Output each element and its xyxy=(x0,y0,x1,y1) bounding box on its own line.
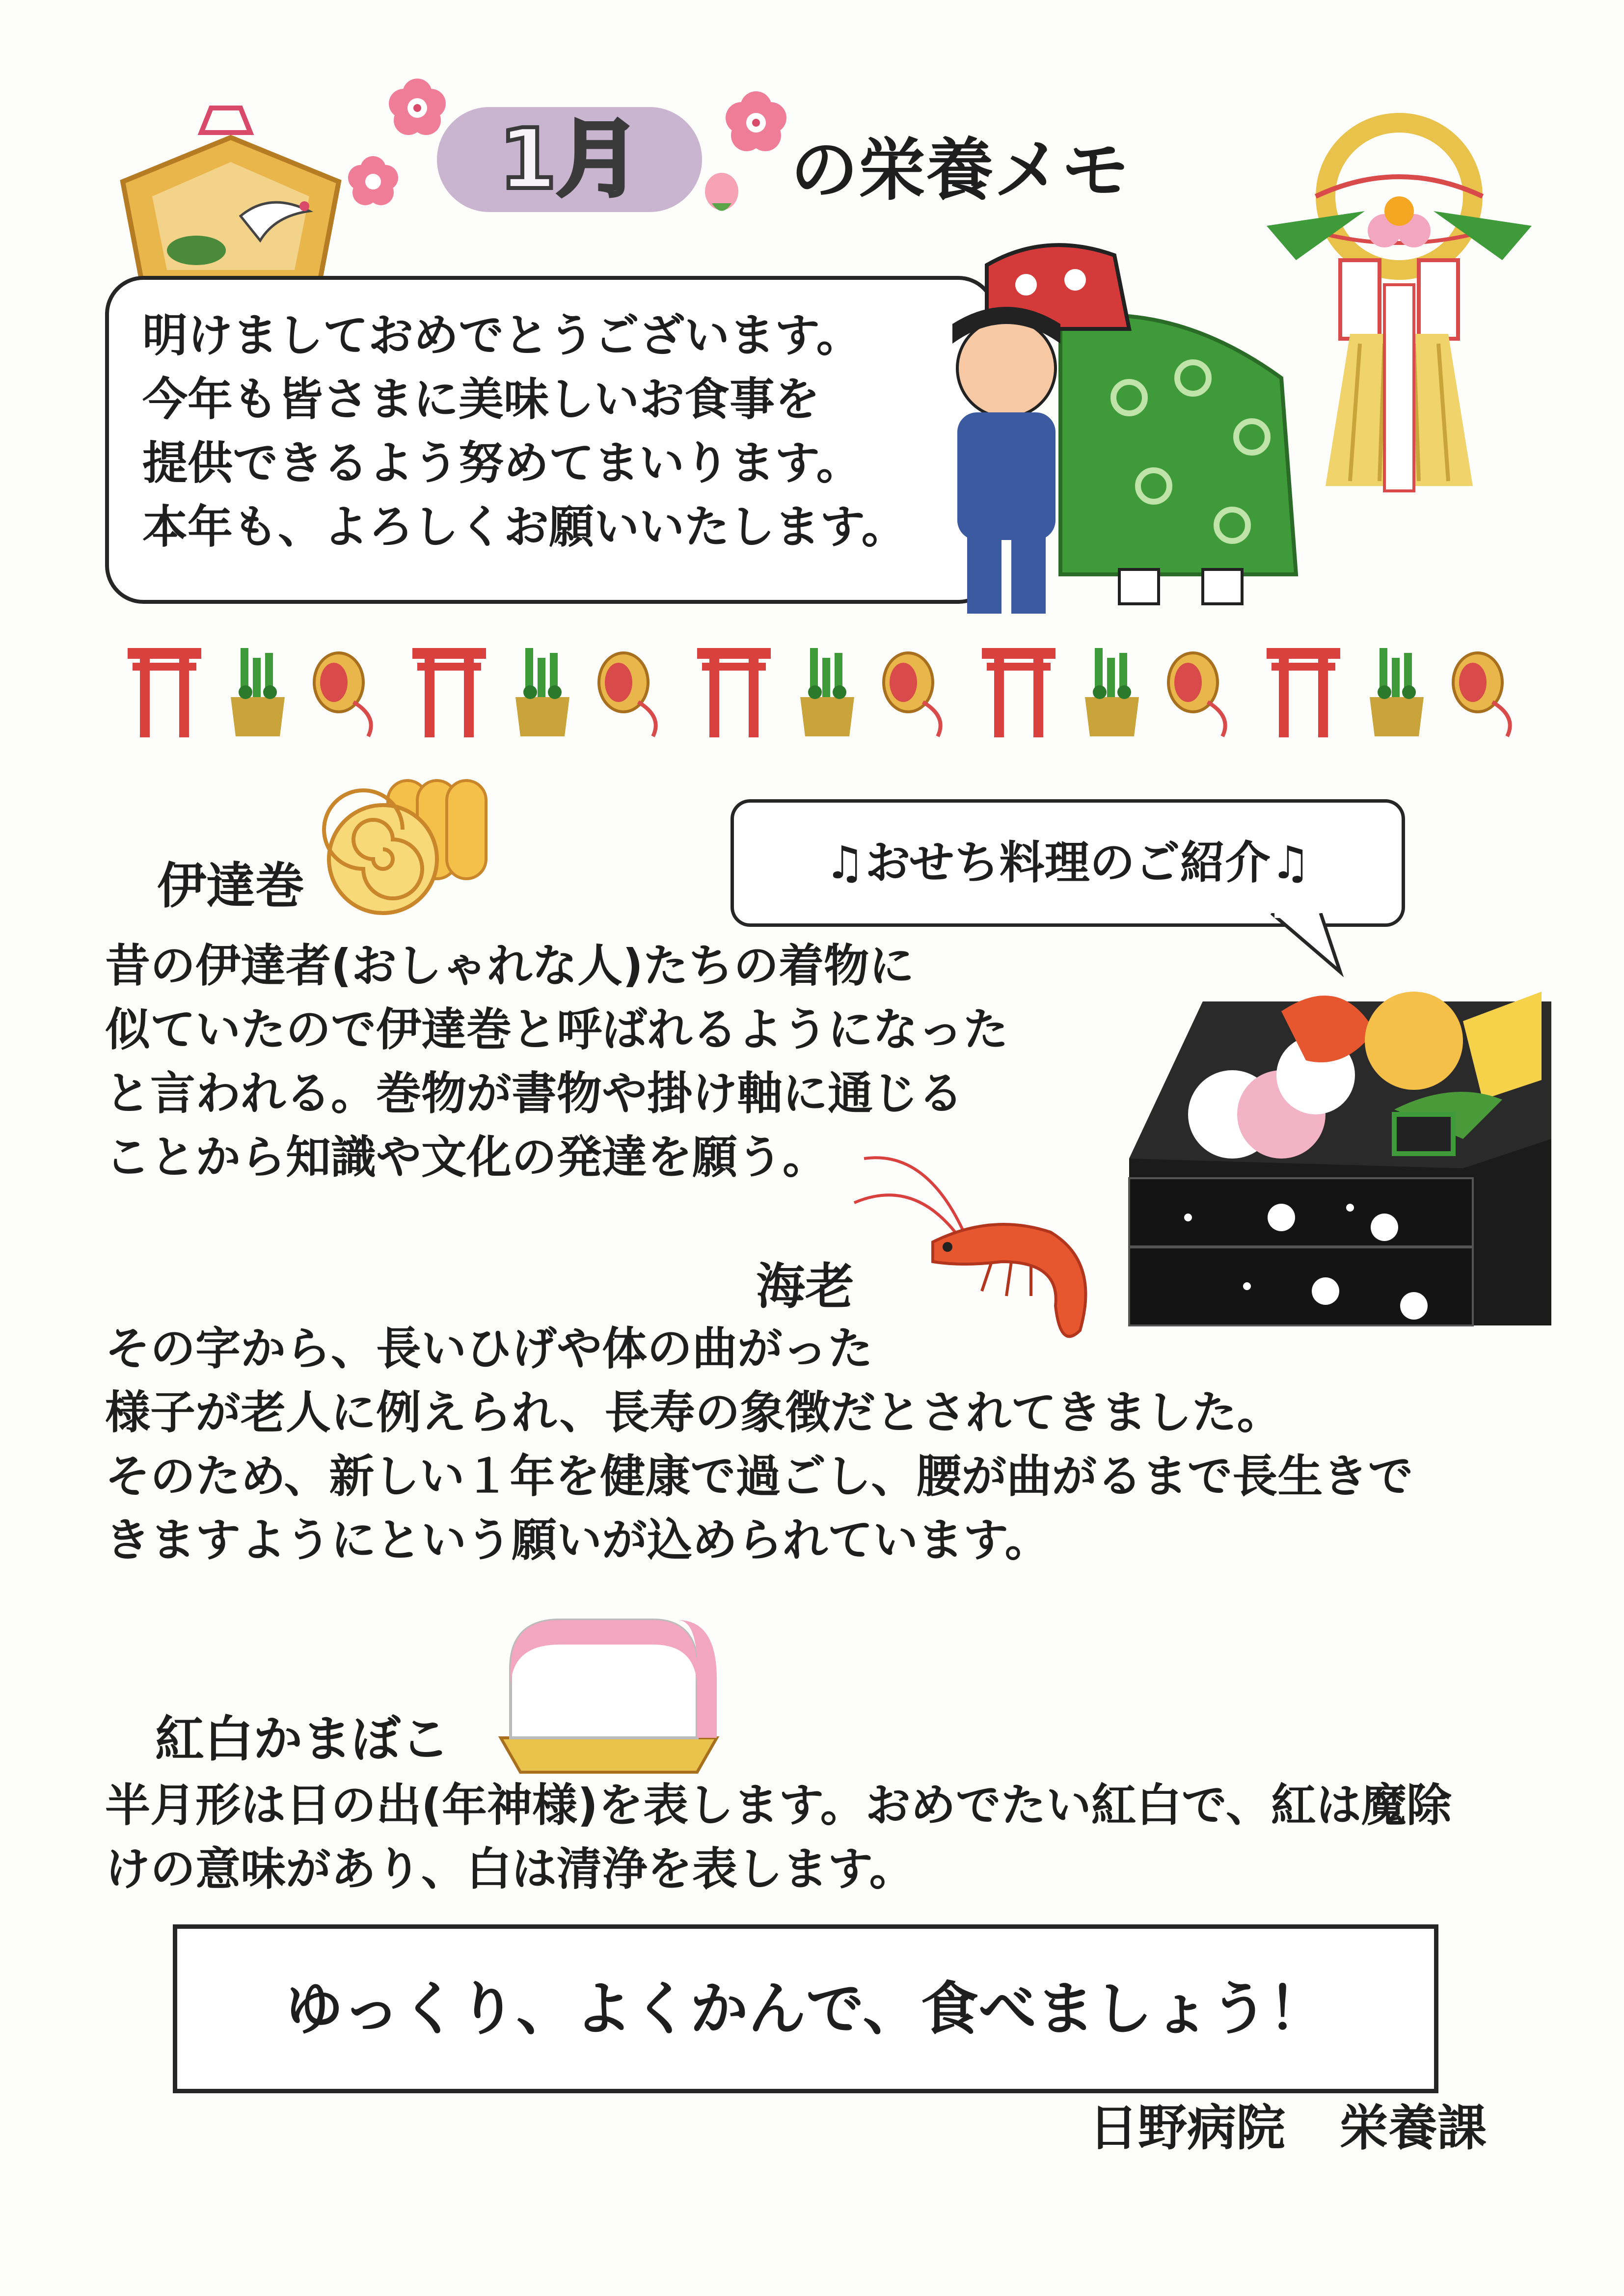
datemaki-line: 昔の伊達者(おしゃれな人)たちの着物に xyxy=(105,940,915,992)
greeting-line: 本年も、よろしくお願いいたします。 xyxy=(142,501,907,553)
shishimai-boy-icon xyxy=(898,231,1321,623)
kamaboko-line: けの意味があり、白は清浄を表します。 xyxy=(105,1843,915,1895)
ebi-line: その字から、長いひげや体の曲がった xyxy=(105,1323,873,1375)
datemaki-line: ことから知識や文化の発達を願う。 xyxy=(105,1131,828,1184)
greeting-line: 提供できるよう努めてまいります。 xyxy=(142,437,862,489)
greeting-line: 明けましておめでとうございます。 xyxy=(142,309,862,362)
osechi-intro-text: ♫おせち料理のご紹介♫ xyxy=(824,837,1311,889)
datemaki-icon xyxy=(319,771,501,918)
shishimai-drum-icon xyxy=(123,638,1527,746)
plum-blossom-icon xyxy=(344,74,795,241)
datemaki-line: と言われる。巻物が書物や掛け軸に通じる xyxy=(105,1067,964,1120)
hospital-name: 日野病院 xyxy=(1089,2099,1285,2157)
kamaboko-heading: 紅白かまぼこ xyxy=(155,1710,450,1768)
datemaki-heading: 伊達巻 xyxy=(157,857,304,915)
ebi-line: 様子が老人に例えられ、長寿の象徴だとされてきました。 xyxy=(105,1386,1282,1439)
shrimp-icon xyxy=(844,1144,1119,1360)
ebi-line: きますようにという願いが込められています。 xyxy=(105,1514,1050,1567)
page-title: の栄養メモ xyxy=(790,131,1130,210)
signature xyxy=(1089,2096,1487,2160)
month-label: 1月 xyxy=(498,111,641,208)
ebi-line: そのため、新しい１年を健康で過ごし、腰が曲がるまで長生きで xyxy=(105,1450,1413,1503)
kamaboko-icon xyxy=(491,1591,727,1777)
greeting-line: 今年も皆さまに美味しいお食事を xyxy=(142,373,820,426)
ebi-heading: 海老 xyxy=(756,1258,854,1315)
department-name: 栄養課 xyxy=(1339,2099,1487,2157)
datemaki-line: 似ていたので伊達巻と呼ばれるようになった xyxy=(105,1003,1009,1056)
closing-message: ゆっくり、よくかんで、食べましょう！ xyxy=(285,1975,1326,2043)
osechi-jubako-icon xyxy=(1119,952,1561,1384)
ema-crane-turtle-icon xyxy=(113,103,349,299)
kamaboko-line: 半月形は日の出(年神様)を表します。おめでたい紅白で、紅は魔除 xyxy=(105,1779,1452,1832)
